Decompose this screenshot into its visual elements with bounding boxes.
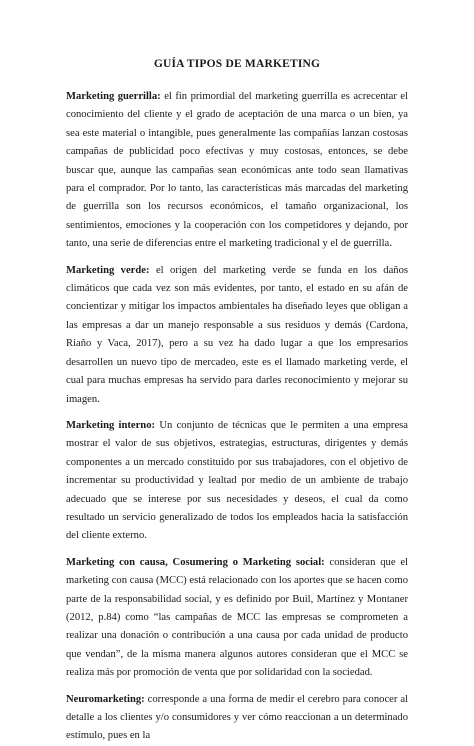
section-marketing-verde <box>66 262 408 409</box>
section-term: Marketing guerrilla: <box>66 91 161 102</box>
section-text: el origen del marketing verde se funda en los daños climáticos que cada vez son más evidentes, por tanto, el estado en su afán de concientizar y mitigar los impactos ambientales ha diseñado leyes que obligan a las empresas a dar un manejo responsable a sus residuos y demás (Cardona, Riaño y Vaca, 2017), pero a su vez ha dado lugar a que los empresarios desarrollen un nuevo tipo de mercadeo, este es el llamado marketing verde, el cual para muchas empresas ha servido para darles reconocimiento y mejorar su imagen. <box>66 264 408 405</box>
section-marketing-con-causa <box>66 554 408 683</box>
section-term: Marketing con causa, Cosumering o Marketing social: <box>66 556 325 568</box>
section-marketing-interno <box>66 417 408 546</box>
section-text: consideran que el marketing con causa (MCC) está relacionado con los aportes que se hacen como parte de la responsabilidad social, y es definido por Buil, Martínez y Montaner (2012, p.84) como “las campañas de MCC las empresas se comprometen a realizar una donación o contribución a una causa por cada unidad de producto que vendan”, de la misma manera algunos autores consideran que el MCC se realiza más por promoción de venta que por solidaridad con la sociedad. <box>66 556 408 679</box>
section-text: el fin primordial del marketing guerrilla es acrecentar el conocimiento del cliente y el grado de aceptación de una marca o un bien, ya sea este material o intangible, pues generalmente las compañías lanzan costosas campañas de publicidad poco efectivas y muy costosas, entonces, se debe buscar que, aunque las campañas sean económicas ante todo sean llamativas para el comprador. Por lo tanto, las características más marcadas del marketing de guerrilla son los recursos económicos, el tamaño organizacional, los sentimientos, emociones y la cooperación con los competidores y dejando, por tanto, una serie de diferencias entre el marketing tradicional y el de guerrilla. <box>66 91 408 250</box>
section-text: Un conjunto de técnicas que le permiten a una empresa mostrar el valor de sus objetivos, estrategias, estructuras, dirigentes y demás componentes a un mercado constituido por sus trabajadores, con el objetivo de incrementar su productividad y lealtad por medio de un ambiente de trabajo adecuado que se interese por sus necesidades y deseos, el cual da como resultado un servicio generalizado de todos los empleados hacia la satisfacción del cliente externo. <box>66 419 408 542</box>
section-neuromarketing <box>66 691 408 746</box>
section-text: corresponde a una forma de medir el cerebro para conocer al detalle a los clientes y/o consumidores y ver cómo reaccionan a un determinado estímulo, pues en la <box>66 693 408 742</box>
section-term: Marketing verde: <box>66 264 150 276</box>
document-title: GUÍA TIPOS DE MARKETING <box>153 58 321 70</box>
section-term: Marketing interno: <box>66 419 156 431</box>
section-marketing-guerrilla <box>66 88 408 254</box>
section-term: Neuromarketing: <box>66 693 145 705</box>
